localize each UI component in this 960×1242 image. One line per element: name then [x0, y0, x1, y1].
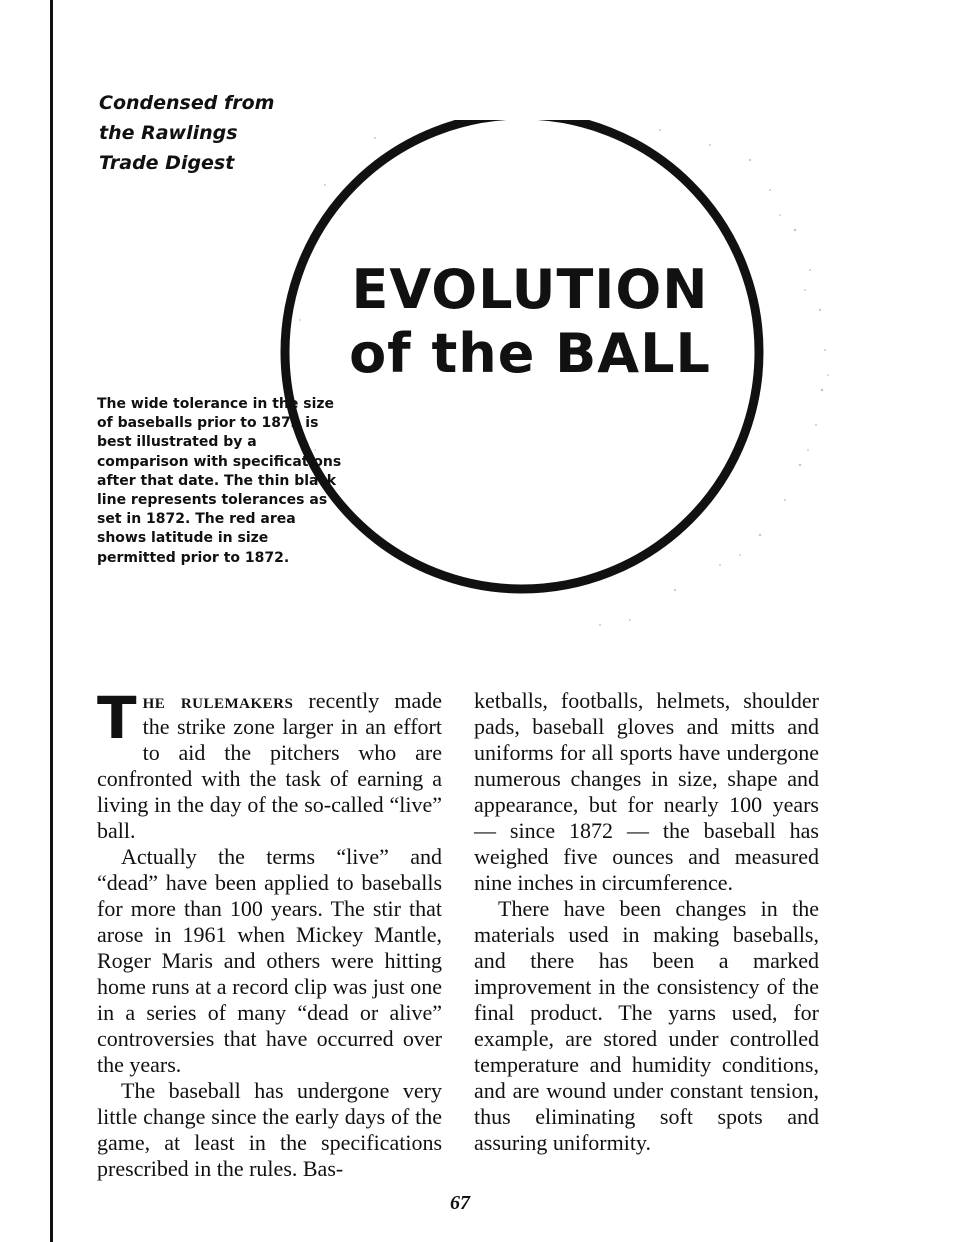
- paragraph-2: Actually the terms “live” and “dead” have been applied to baseballs for more than 100 years. The stir that arose in 1961 when Mickey Mantle, Roger Maris and others were hitting home runs at a record clip was just one in a series of many “dead or alive” controversies that have occurred over the years.: [97, 844, 442, 1077]
- paragraph-4: There have been changes in the materials used in making baseballs, and there has been a marked improvement in the consistency of the final product. The yarns used, for example, are stored under controlled temperature and humidity conditions, and are wound under constant tension, thus eliminating soft spots and assuring uniformity.: [474, 896, 819, 1155]
- baseball-diagram: [280, 120, 840, 660]
- title-line-2: of the BALL: [349, 322, 711, 385]
- figure-caption: The wide tolerance in the size of baseballs prior to 1872 is best illustrated by a comparison with specifications after that date. The thin black line represents tolerances as set in 1872. The red area shows latitude in size permitted prior to 1872.: [97, 396, 342, 566]
- source-note-line-2: the Rawlings: [99, 122, 238, 144]
- source-note-line-3: Trade Digest: [99, 152, 235, 174]
- paragraph-3-continued: ketballs, footballs, helmets, shoulder pads, baseball gloves and mitts and uniforms for all sports have undergone numerous changes in size, shape and appearance, but for nearly 100 years — since 1872 — the baseball has weighed five ounces and measured nine inches in circumference.: [474, 688, 819, 895]
- article-column-left: [97, 684, 442, 1182]
- binding-edge-rule: [50, 0, 53, 1242]
- source-note-line-1: Condensed from: [99, 92, 275, 114]
- paragraph-3: The baseball has undergone very little change since the early days of the game, at least in the specifications prescribed in the rules. Bas-: [97, 1078, 442, 1181]
- title-line-1: EVOLUTION: [351, 258, 709, 321]
- paragraph-1: [97, 684, 442, 844]
- article-title: [330, 258, 730, 386]
- article-column-right: [474, 688, 819, 1156]
- lead-in-smallcaps: he rulemakers: [142, 688, 294, 713]
- paragraph-1-text: recently made the strike zone larger in an effort to aid the pitchers who are confronted with the task of earning a living in the day of the so-called “live” ball.: [97, 688, 442, 843]
- page-number: 67: [450, 1192, 470, 1214]
- drop-cap: T: [97, 684, 137, 752]
